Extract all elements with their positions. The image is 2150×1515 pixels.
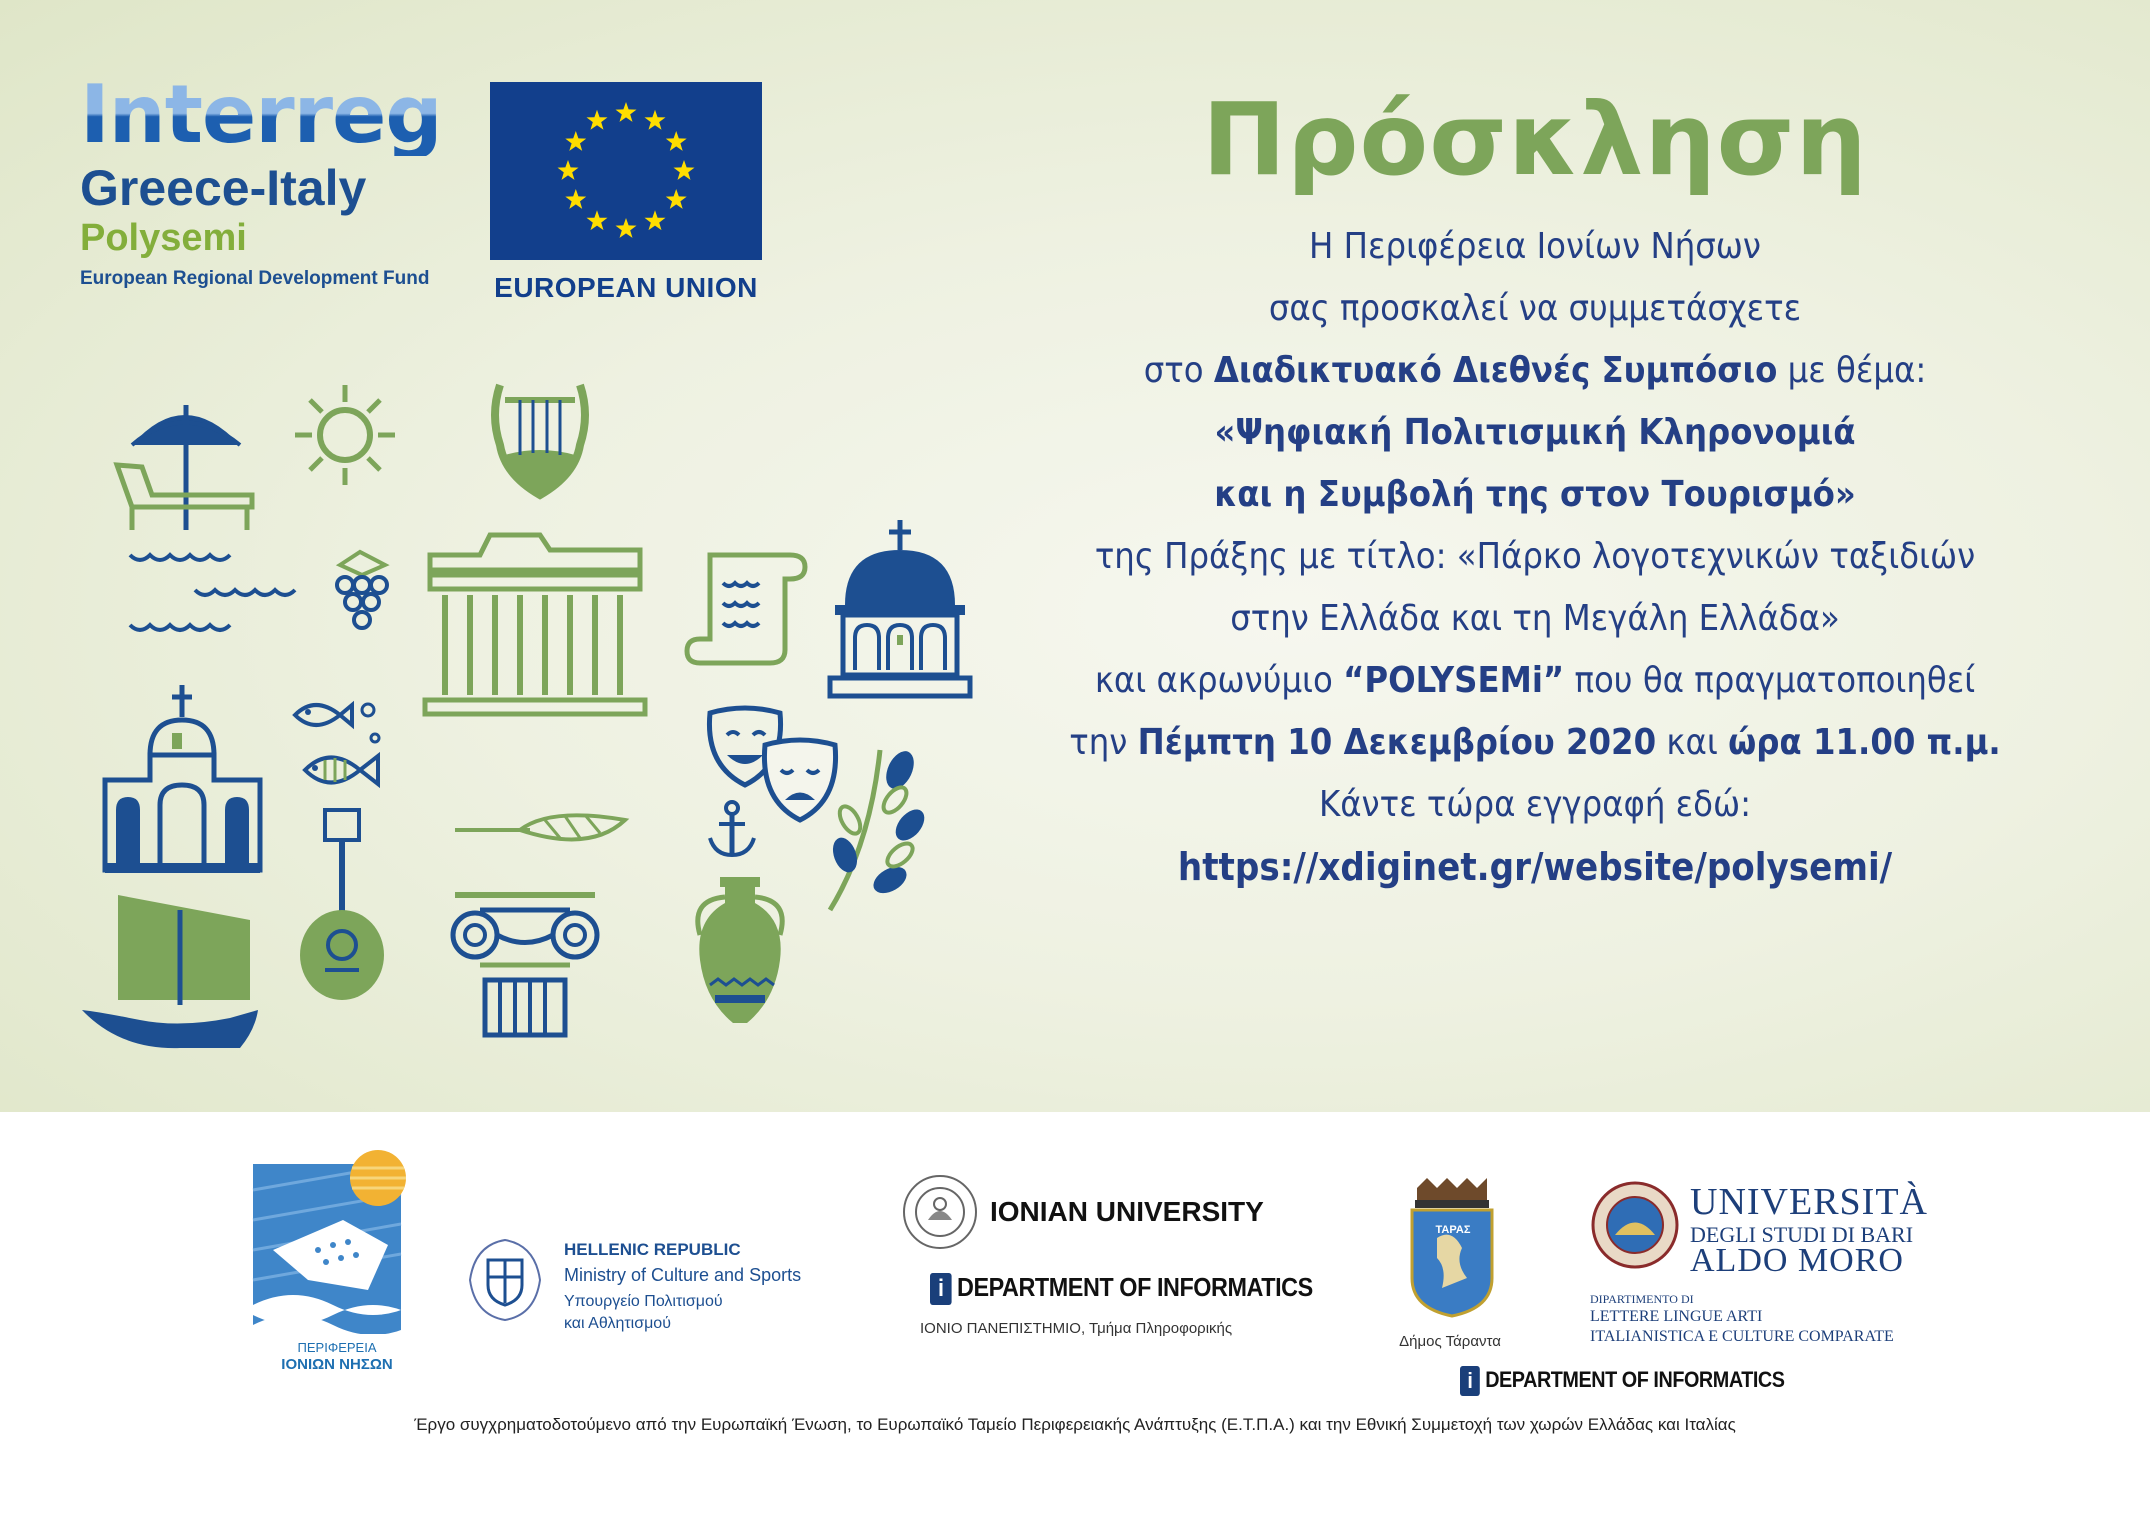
registration-link[interactable]: https://xdiginet.gr/website/polysemi/ xyxy=(1177,845,1893,889)
ionian-university-logo xyxy=(900,1172,1313,1352)
taranto-caption: Δήμος Τάραντα xyxy=(1399,1333,1501,1350)
acronym: “POLYSEMi” xyxy=(1343,660,1565,701)
greek-coat-of-arms-icon xyxy=(460,1235,550,1325)
topic-line-1: «Ψηφιακή Πολιτισμική Κληρονομιά xyxy=(1214,412,1856,453)
ionian-region-logo xyxy=(248,1150,426,1380)
amphora-icon xyxy=(685,875,795,1030)
interreg-wordmark: Interreg xyxy=(80,74,480,156)
taranto-logo xyxy=(1385,1178,1515,1358)
sun-icon xyxy=(290,380,400,490)
region-caption-2: ΙΟΝΙΩΝ ΝΗΣΩΝ xyxy=(281,1356,393,1373)
invite-line-2: σας προσκαλεί να συμμετάσχετε xyxy=(1268,288,1802,329)
invitation-title: Πρόσκληση xyxy=(1202,81,1868,198)
event-date: Πέμπτη 10 Δεκεμβρίου 2020 xyxy=(1137,722,1657,763)
taranto-crest-icon xyxy=(1407,1178,1497,1318)
olive-branch-icon xyxy=(820,745,950,915)
uniba-title-3: ALDO MORO xyxy=(1690,1242,1904,1279)
lyre-icon xyxy=(485,375,595,505)
invite-text: στο xyxy=(1143,350,1214,391)
hellenic-republic-title: HELLENIC REPUBLIC xyxy=(564,1240,741,1259)
invite-text: και xyxy=(1656,722,1729,763)
ministry-name-en: Ministry of Culture and Sports xyxy=(564,1265,802,1285)
grapes-icon xyxy=(330,550,395,640)
beach-umbrella-icon xyxy=(112,395,257,535)
ionian-university-seal-icon xyxy=(900,1172,980,1252)
region-caption-1: ΠΕΡΙΦΕΡΕΙΑ xyxy=(297,1340,377,1355)
invite-line-6: της Πράξης με τίτλο: «Πάρκο λογοτεχνικών ταξιδιών xyxy=(1094,536,1976,577)
uniba-title-1: UNIVERSITÀ xyxy=(1690,1181,1928,1223)
ionian-university-gr: ΙΟΝΙΟ ΠΑΝΕΠΙΣΤΗΜΙΟ, Τμήμα Πληροφορικής xyxy=(920,1320,1233,1337)
invite-line-1: Η Περιφέρεια Ιονίων Νήσων xyxy=(1309,226,1761,267)
informatics-i-icon: i xyxy=(1460,1366,1480,1396)
invite-line-8 xyxy=(1040,650,2030,712)
parthenon-icon xyxy=(420,530,650,720)
department-of-informatics-title: DEPARTMENT OF INFORMATICS xyxy=(957,1272,1313,1302)
invite-text: την xyxy=(1069,722,1138,763)
bouzouki-icon xyxy=(295,805,390,1005)
domed-church-icon xyxy=(825,520,975,705)
programme-name: Greece-Italy xyxy=(80,160,367,216)
topic-line-2: και η Συμβολή της στον Τουρισμό» xyxy=(1214,474,1856,515)
feather-icon xyxy=(450,805,630,855)
invite-line-9 xyxy=(1040,712,2030,774)
uniba-seal-icon xyxy=(1590,1180,1680,1270)
eu-label: EUROPEAN UNION xyxy=(494,272,758,303)
eu-logo xyxy=(490,82,762,304)
funding-disclaimer: Έργο συγχρηματοδοτούμενο από την Ευρωπαϊκή Ένωση, το Ευρωπαϊκό Ταμείο Περιφερειακής Ανάπτυξης (Ε.Τ.Π.Α.) και την Εθνική Συμμετοχή των χωρών Ελλάδας και Ιταλίας xyxy=(414,1415,1736,1434)
scroll-icon xyxy=(685,545,810,670)
fund-name: European Regional Development Fund xyxy=(80,268,430,289)
interreg-logo xyxy=(80,68,480,290)
chapel-icon xyxy=(100,685,265,875)
uniba-title-2: DEGLI STUDI DI BARI xyxy=(1690,1222,1914,1247)
ministry-name-gr-1: Υπουργείο Πολιτισμού xyxy=(564,1293,723,1310)
invite-text: με θέμα: xyxy=(1777,350,1927,391)
department-of-informatics-title-2: DEPARTMENT OF INFORMATICS xyxy=(1485,1366,1785,1392)
uniba-dept-1: DIPARTIMENTO DI xyxy=(1590,1292,1694,1306)
fish-icon xyxy=(290,690,390,800)
waves-icon xyxy=(125,545,310,645)
invitation-text xyxy=(1040,80,2030,898)
ionic-capital-icon xyxy=(450,890,600,1040)
anchor-icon xyxy=(705,800,760,860)
informatics-i-icon: i xyxy=(930,1273,952,1305)
department-of-informatics-label-2 xyxy=(1460,1366,1785,1396)
ministry-name-gr-2: και Αθλητισμού xyxy=(564,1315,671,1332)
invite-line-7: στην Ελλάδα και τη Μεγάλη Ελλάδα» xyxy=(1230,598,1840,639)
uniba-dept-3: ITALIANISTICA E CULTURE COMPARATE xyxy=(1590,1328,1894,1345)
project-name: Polysemi xyxy=(80,217,247,259)
invite-line-3 xyxy=(1040,340,2030,402)
hellenic-republic-logo xyxy=(460,1235,860,1355)
boat-icon xyxy=(80,890,260,1050)
taranto-crest-text: ΤΑΡΑΣ xyxy=(1435,1224,1471,1236)
event-time: ώρα 11.00 π.μ. xyxy=(1728,722,2001,763)
department-of-informatics-label xyxy=(930,1272,1313,1305)
icons-collage xyxy=(0,360,1010,1050)
invite-text: και ακρωνύμιο xyxy=(1094,660,1344,701)
ionian-region-emblem-icon xyxy=(248,1150,426,1340)
eu-flag-icon xyxy=(490,82,762,260)
ionian-university-title: IONIAN UNIVERSITY xyxy=(990,1196,1264,1227)
symposium-name: Διαδικτυακό Διεθνές Συμπόσιο xyxy=(1213,350,1778,391)
uniba-logo xyxy=(1590,1180,1930,1350)
uniba-dept-2: LETTERE LINGUE ARTI xyxy=(1590,1308,1763,1325)
register-prompt: Κάντε τώρα εγγραφή εδώ: xyxy=(1318,784,1752,825)
invite-text: που θα πραγματοποιηθεί xyxy=(1564,660,1976,701)
